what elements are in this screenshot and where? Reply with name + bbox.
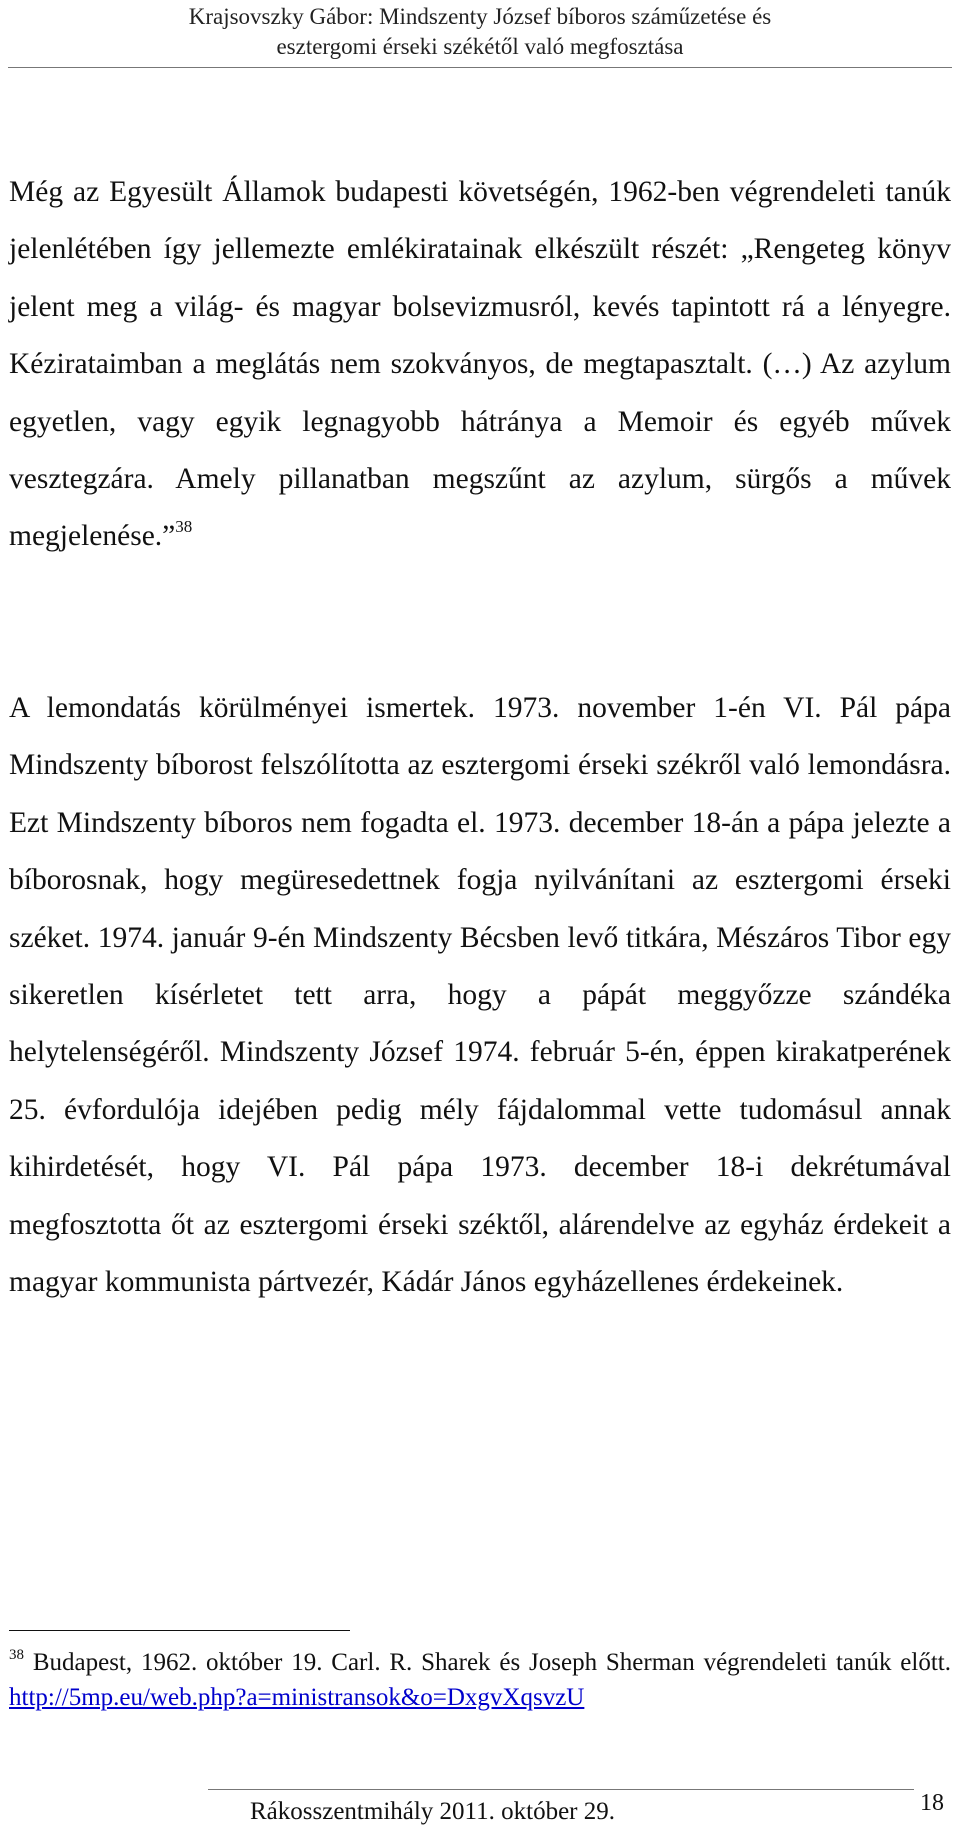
paragraph-2 [9,680,951,1311]
paragraph-1-text: Még az Egyesült Államok budapesti követségén, 1962-ben végrendeleti tanúk jelenlétében így jellemezte emlékiratainak elkészült részét: „Rengeteg könyv jelent meg a világ- és magyar bolsevizmusról, kevés tapintott rá a lényegre. Kézirataimban a meglátás nem szokványos, de megtapasztalt. (…) Az azylum egyetlen, vagy egyik legnagyobb hátránya a Memoir és egyéb művek vesztegzára. Amely pillanatban megszűnt az azylum, sürgős a művek megjelenése.” [9,176,951,553]
page-number: 18 [920,1790,944,1816]
paragraph-2-text: A lemondatás körülményei ismertek. 1973. november 1-én VI. Pál pápa Mindszenty bíborost felszólította az esztergomi érseki székről való lemondásra. Ezt Mindszenty bíboros nem fogadta el. 1973. december 18-án a pápa jelezte a bíborosnak, hogy megüresedettnek fogja nyilvánítani az esztergomi érseki széket. 1974. január 9-én Mindszenty Bécsben levő titkára, Mészáros Tibor egy sikeretlen kísérletet tett arra, hogy a pápát meggyőzze szándéka helytelenségéről. Mindszenty József 1974. február 5-én, éppen kirakatperének 25. évfordulója idejében pedig mély fájdalommal vette tudomásul annak kihirdetését, hogy VI. Pál pápa 1973. december 18-i dekrétumával megfosztotta őt az esztergomi érseki széktől, alárendelve az egyház érdekeit a magyar kommunista pártvezér, Kádár János egyházellenes érdekeinek. [9,692,951,1299]
footnote-link[interactable]: http://5mp.eu/web.php?a=ministransok&o=DxgvXqsvzU [9,1684,585,1711]
header-line-1: Krajsovszky Gábor: Mindszenty József bíboros száműzetése és [188,4,772,29]
footnote-38 [9,1645,951,1715]
running-header [0,2,960,62]
footnote-reference-38[interactable]: 38 [175,517,193,537]
footer-rule [208,1789,914,1790]
footer-date: Rákosszentmihály 2011. október 29. [250,1798,615,1825]
header-line-2: esztergomi érseki székétől való megfosztása [276,34,684,59]
header-rule [8,67,952,68]
footnote-separator [9,1630,350,1631]
footnote-text: Budapest, 1962. október 19. Carl. R. Sharek és Joseph Sherman végrendeleti tanúk előtt. [32,1649,951,1676]
paragraph-1 [9,164,951,566]
footnote-number: 38 [9,1647,24,1663]
